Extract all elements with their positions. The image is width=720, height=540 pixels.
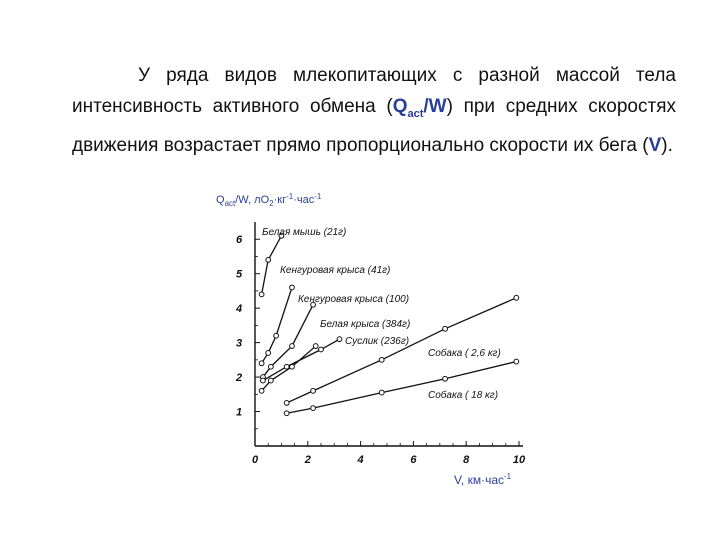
x-tick-label: 2 <box>304 454 311 466</box>
data-point <box>290 344 295 349</box>
data-point <box>514 359 519 364</box>
x-tick-label: 4 <box>357 454 364 466</box>
data-point <box>290 285 295 290</box>
data-point <box>379 357 384 362</box>
x-axis-label: V, км·час$^{-1}$ <box>454 472 512 487</box>
data-point <box>268 364 273 369</box>
data-point <box>268 378 273 383</box>
data-point <box>259 361 264 366</box>
data-point <box>284 364 289 369</box>
y-tick-label: 5 <box>235 268 243 281</box>
data-point <box>261 378 266 383</box>
data-point <box>311 406 316 411</box>
data-point <box>259 292 264 297</box>
series-line <box>263 339 340 380</box>
y-tick-label: 3 <box>235 337 243 350</box>
data-point <box>266 351 271 356</box>
y-tick-label: 6 <box>235 234 243 247</box>
series-label: Собака ( 18 кг) <box>428 390 499 401</box>
data-point <box>266 258 271 263</box>
series-label: Суслик (236г) <box>345 336 410 347</box>
paragraph-part-2: ) при средних скоростях движения возрастает прямо пропорционально скорости их бега ( <box>72 96 676 156</box>
x-tick-label: 10 <box>512 454 526 466</box>
data-point <box>443 376 448 381</box>
y-axis-label: $Q_{act}/W$, $лO_2\cdot кг^{-1}\cdot час^{-1}$ <box>216 192 322 208</box>
x-tick-label: 6 <box>410 454 417 466</box>
q-main: Q <box>392 96 408 117</box>
x-tick-label: 8 <box>463 454 470 466</box>
data-point <box>259 388 264 393</box>
q-sub: act <box>407 107 424 120</box>
series-line <box>262 236 282 295</box>
data-point <box>284 401 289 406</box>
data-point <box>514 295 519 300</box>
data-point <box>337 337 342 342</box>
paragraph-part-1: У ряда видов млекопитающих с разной массой тела интенсивность активного обмена ( <box>72 65 676 117</box>
series-label: Белая мышь (21г) <box>262 227 347 238</box>
data-point <box>313 344 318 349</box>
data-point <box>319 347 324 352</box>
series-label: Белая крыса (384г) <box>320 319 411 330</box>
v-label: V <box>648 134 662 156</box>
q-slash-w: /W <box>423 96 447 117</box>
paragraph-part-3: ). <box>661 134 673 156</box>
series-label: Кенгуровая крыса (100) <box>298 294 410 305</box>
series-label: Собака ( 2,6 кг) <box>428 348 501 359</box>
y-tick-label: 4 <box>235 303 243 316</box>
x-tick-label: 0 <box>251 454 259 466</box>
data-point <box>443 326 448 331</box>
data-point <box>379 390 384 395</box>
data-point <box>311 388 316 393</box>
data-point <box>274 333 279 338</box>
y-tick-label: 2 <box>235 372 243 385</box>
y-tick-label: 1 <box>235 406 243 419</box>
data-point <box>284 411 289 416</box>
series-label: Кенгуровая крыса (41г) <box>280 265 391 276</box>
